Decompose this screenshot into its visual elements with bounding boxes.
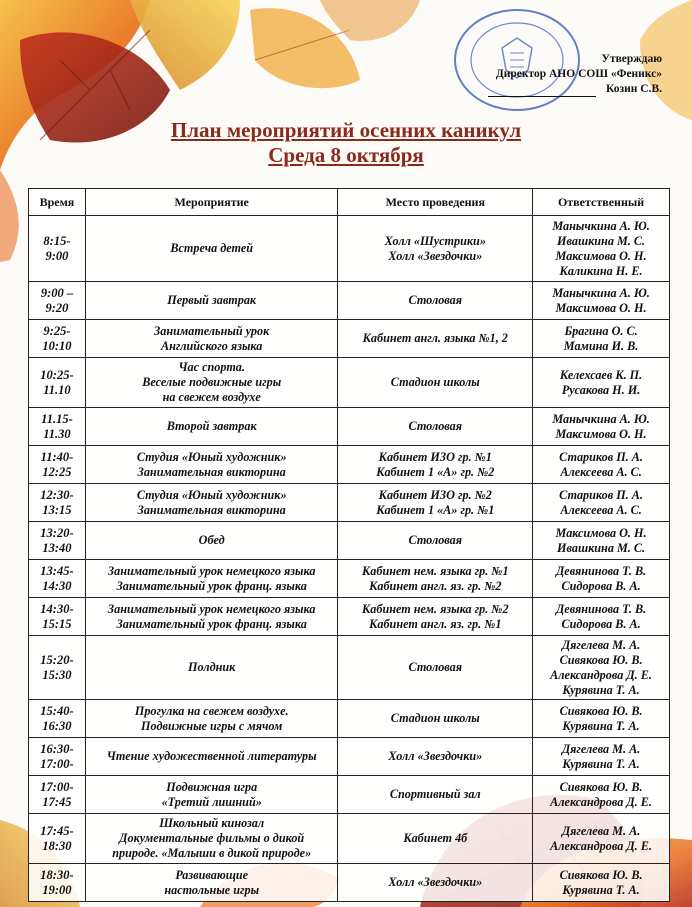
- responsible-cell: Келехсаев К. П. Русакова Н. И.: [533, 358, 670, 408]
- plan-title: План мероприятий осенних каникул: [170, 118, 522, 142]
- event-cell: Полдник: [85, 636, 338, 700]
- place-cell: Холл «Звездочки»: [338, 864, 533, 902]
- time-cell: 15:40- 16:30: [29, 700, 86, 738]
- signature-line: [488, 84, 596, 97]
- table-row: [29, 776, 670, 814]
- time-cell: 9:25- 10:10: [29, 320, 86, 358]
- place-cell: Спортивный зал: [338, 776, 533, 814]
- table-row: [29, 446, 670, 484]
- event-cell: Подвижная игра «Третий лишний»: [85, 776, 338, 814]
- place-cell: Столовая: [338, 282, 533, 320]
- time-cell: 15:20- 15:30: [29, 636, 86, 700]
- place-cell: Кабинет англ. языка №1, 2: [338, 320, 533, 358]
- plan-date: Среда 8 октября: [268, 143, 424, 167]
- responsible-cell: Сивякова Ю. В. Александрова Д. Е.: [533, 776, 670, 814]
- place-cell: Холл «Звездочки»: [338, 738, 533, 776]
- table-row: [29, 560, 670, 598]
- approval-signature-row: [488, 82, 662, 97]
- time-cell: 13:45- 14:30: [29, 560, 86, 598]
- table-row: [29, 282, 670, 320]
- responsible-cell: Дeвянинова Т. В. Сидорова В. А.: [533, 560, 670, 598]
- event-cell: Развивающие настольные игры: [85, 864, 338, 902]
- place-cell: Столовая: [338, 522, 533, 560]
- time-cell: 10:25- 11.10: [29, 358, 86, 408]
- table-row: [29, 598, 670, 636]
- time-cell: 8:15- 9:00: [29, 216, 86, 282]
- place-cell: Стадион школы: [338, 700, 533, 738]
- time-cell: 16:30- 17:00-: [29, 738, 86, 776]
- table-row: [29, 484, 670, 522]
- responsible-cell: Манычкина А. Ю. Максимова О. Н.: [533, 408, 670, 446]
- header-time: Время: [29, 189, 86, 216]
- event-cell: Занимательный урок Английского языка: [85, 320, 338, 358]
- time-cell: 18:30- 19:00: [29, 864, 86, 902]
- table-row: [29, 636, 670, 700]
- event-cell: Занимательный урок немецкого языка Занимательный урок франц. языка: [85, 560, 338, 598]
- responsible-cell: Дягелева М. А. Александрова Д. Е.: [533, 814, 670, 864]
- place-cell: Кабинет ИЗО гр. №2 Кабинет 1 «А» гр. №1: [338, 484, 533, 522]
- table-row: [29, 700, 670, 738]
- event-cell: Чтение художественной литературы: [85, 738, 338, 776]
- event-cell: Встреча детей: [85, 216, 338, 282]
- responsible-cell: Брагина О. С. Мамина И. В.: [533, 320, 670, 358]
- event-cell: Студия «Юный художник» Занимательная викторина: [85, 484, 338, 522]
- time-cell: 13:20- 13:40: [29, 522, 86, 560]
- time-cell: 17:00- 17:45: [29, 776, 86, 814]
- responsible-cell: Манычкина А. Ю. Максимова О. Н.: [533, 282, 670, 320]
- header-responsible: Ответственный: [533, 189, 670, 216]
- time-cell: 9:00 – 9:20: [29, 282, 86, 320]
- schedule-table: [28, 188, 670, 902]
- time-cell: 11:40- 12:25: [29, 446, 86, 484]
- time-cell: 11.15- 11.30: [29, 408, 86, 446]
- place-cell: Холл «Шустрики» Холл «Звездочки»: [338, 216, 533, 282]
- time-cell: 14:30- 15:15: [29, 598, 86, 636]
- time-cell: 17:45- 18:30: [29, 814, 86, 864]
- table-row: [29, 814, 670, 864]
- event-cell: Занимательный урок немецкого языка Занимательный урок франц. языка: [85, 598, 338, 636]
- leaf-left-middle: [0, 170, 19, 262]
- table-row: [29, 738, 670, 776]
- table-row: [29, 522, 670, 560]
- responsible-cell: Сивякова Ю. В. Курявина Т. А.: [533, 864, 670, 902]
- header-place: Место проведения: [338, 189, 533, 216]
- approval-name: Козин С.В.: [606, 83, 662, 95]
- responsible-cell: Стариков П. А. Алексеева А. С.: [533, 446, 670, 484]
- page-title: [0, 118, 692, 168]
- table-row: [29, 408, 670, 446]
- event-cell: Прогулка на свежем воздухе. Подвижные игры с мячом: [85, 700, 338, 738]
- time-cell: 12:30- 13:15: [29, 484, 86, 522]
- place-cell: Столовая: [338, 408, 533, 446]
- responsible-cell: Дягелева М. А. Курявина Т. А.: [533, 738, 670, 776]
- event-cell: Первый завтрак: [85, 282, 338, 320]
- responsible-cell: Манычкина А. Ю. Ивашкина М. С. Максимова О. Н. Каликина Н. Е.: [533, 216, 670, 282]
- approval-block: [488, 52, 662, 97]
- table-row: [29, 320, 670, 358]
- header-event: Мероприятие: [85, 189, 338, 216]
- responsible-cell: Стариков П. А. Алексеева А. С.: [533, 484, 670, 522]
- responsible-cell: Максимова О. Н. Ивашкина М. С.: [533, 522, 670, 560]
- place-cell: Кабинет 4б: [338, 814, 533, 864]
- event-cell: Студия «Юный художник» Занимательная викторина: [85, 446, 338, 484]
- place-cell: Кабинет нем. языка гр. №2 Кабинет англ. яз. гр. №1: [338, 598, 533, 636]
- place-cell: Столовая: [338, 636, 533, 700]
- table-header-row: [29, 189, 670, 216]
- approval-position: Директор АНО СОШ «Феникс»: [495, 68, 662, 80]
- place-cell: Кабинет нем. языка гр. №1 Кабинет англ. яз. гр. №2: [338, 560, 533, 598]
- event-cell: Второй завтрак: [85, 408, 338, 446]
- place-cell: Стадион школы: [338, 358, 533, 408]
- table-row: [29, 358, 670, 408]
- approval-title: Утверждаю: [601, 53, 662, 65]
- event-cell: Школьный кинозал Документальные фильмы о дикой природе. «Малыши в дикой природе»: [85, 814, 338, 864]
- responsible-cell: Дeвянинова Т. В. Сидорова В. А.: [533, 598, 670, 636]
- place-cell: Кабинет ИЗО гр. №1 Кабинет 1 «А» гр. №2: [338, 446, 533, 484]
- responsible-cell: Сивякова Ю. В. Курявина Т. А.: [533, 700, 670, 738]
- table-row: [29, 864, 670, 902]
- event-cell: Обед: [85, 522, 338, 560]
- table-row: [29, 216, 670, 282]
- responsible-cell: Дягелева М. А. Сивякова Ю. В. Александрова Д. Е. Курявина Т. А.: [533, 636, 670, 700]
- event-cell: Час спорта. Веселые подвижные игры на свежем воздухе: [85, 358, 338, 408]
